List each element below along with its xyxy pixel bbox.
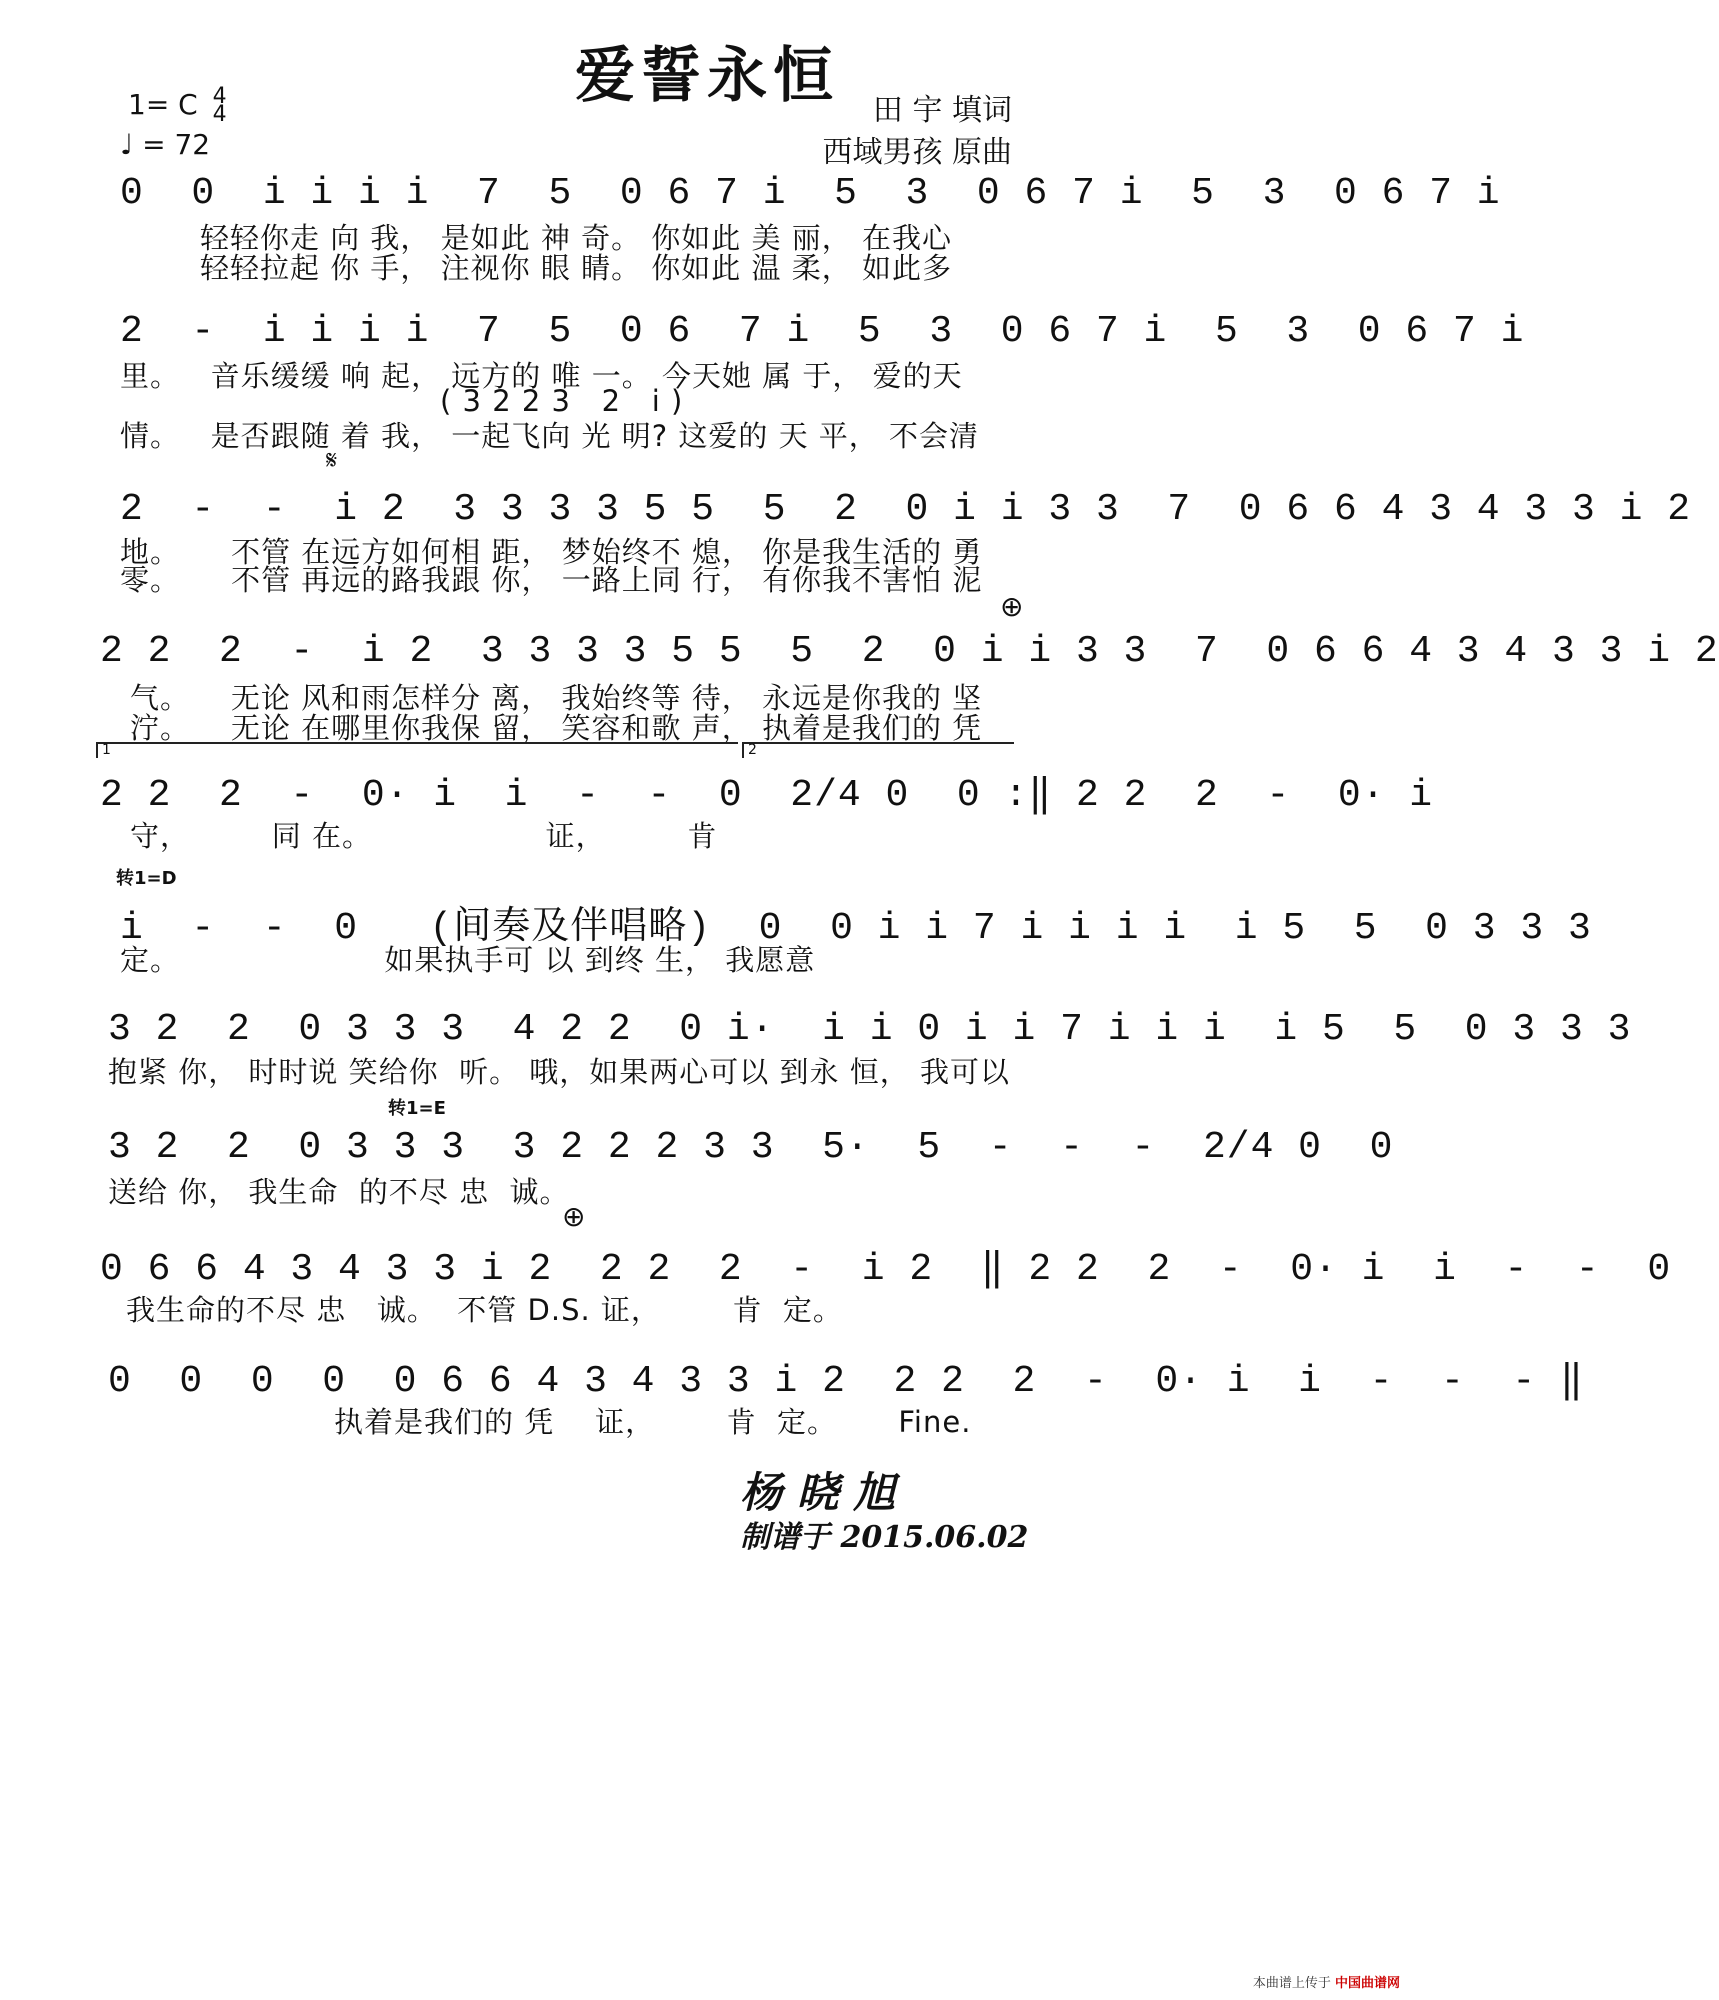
coda-sign: ⊕: [1000, 590, 1024, 623]
footer-text: 本曲谱上传于: [1252, 1976, 1331, 1991]
modulation-d: 转1=D: [116, 868, 177, 889]
time-signature: 4 4: [212, 84, 227, 127]
key-signature: [128, 84, 227, 127]
system-8-lyric: 送给 你， 我生命 的不尽 忠 诚。: [108, 1175, 570, 1209]
system-7-lyric: 抱紧 你， 时时说 笑给你 听。 哦，如果两心可以 到永 恒， 我可以: [108, 1055, 1010, 1089]
arranger-name: 杨 晓 旭: [740, 1468, 896, 1517]
coda-sign-2: ⊕: [562, 1200, 586, 1233]
system-9-notes: 0 6 6 4 3 4 3 3 i 2 2 2 2 - i 2 ‖ 2 2 2 - 0· i i - - 0: [100, 1248, 1672, 1291]
system-4-lyric-1: 气。 无论 风和雨怎样分 离， 我始终等 待， 永远是你我的 坚: [130, 681, 983, 715]
footer-watermark: [1253, 1972, 1400, 1991]
lyricist-credit: 田 宇 填词: [872, 93, 1012, 128]
system-1-lyric-2: 轻轻拉起 你 手， 注视你 眼 睛。 你如此 温 柔， 如此多: [200, 251, 952, 285]
volta-2-label: 2: [748, 742, 757, 758]
system-1-notes: 0 0 i i i i 7 5 0 6 7 i 5 3 0 6 7 i 5 3 0 6 7 i: [120, 172, 1501, 215]
system-3-notes: 2 - - i 2 3 3 3 3 5 5 5 2 0 i i 3 3 7 0 6 6 4 3 4 3 3 i 2: [120, 488, 1692, 531]
system-3-lyric-2: 零。 不管 再远的路我跟 你， 一路上同 行， 有你我不害怕 泥: [120, 563, 983, 597]
system-7-notes: 3 2 2 0 3 3 3 4 2 2 0 i· i i 0 i i 7 i i i i 5 5 0 3 3 3: [108, 1008, 1632, 1051]
system-10-notes: 0 0 0 0 0 6 6 4 3 4 3 3 i 2 2 2 2 - 0· i i - - - ‖: [108, 1360, 1584, 1403]
system-1-lyric-1: 轻轻你走 向 我， 是如此 神 奇。 你如此 美 丽， 在我心: [200, 221, 952, 255]
modulation-e: 转1=E: [388, 1098, 446, 1119]
system-10-lyric: 执着是我们的 凭 证， 肯 定。 Fine.: [334, 1405, 972, 1439]
system-6-lyric: 定。 如果执手可 以 到终 生， 我愿意: [120, 943, 816, 977]
system-2-lyric-2: 情。 是否跟随 着 我， 一起飞向 光 明? 这爱的 天 平， 不会清: [120, 419, 980, 453]
system-2-lyric-1: 里。 音乐缓缓 响 起， 远方的 唯 一。 今天她 属 于， 爱的天: [120, 359, 963, 393]
key-label: 1= C: [128, 88, 198, 121]
footer-brand: 中国曲谱网: [1334, 1976, 1400, 1991]
volta-2-bracket: [742, 742, 1014, 758]
system-5-lyric: 守， 同 在。 证， 肯: [130, 819, 718, 853]
system-2-bracket-notes: ( 3 2 2 3 2 i ): [440, 384, 684, 418]
song-title: 爱誓永恒: [575, 41, 839, 111]
system-2-notes: 2 - i i i i 7 5 0 6 7 i 5 3 0 6 7 i 5 3 0 6 7 i: [120, 310, 1525, 353]
system-6-notes: i - - 0 (间奏及伴唱略) 0 0 i i 7 i i i i i 5 5 0 3 3 3: [120, 907, 1592, 950]
credits-block: [822, 90, 1012, 174]
system-4-notes: 2 2 2 - i 2 3 3 3 3 5 5 5 2 0 i i 3 3 7 0 6 6 4 3 4 3 3 i 2: [100, 630, 1719, 673]
system-3-lyric-1: 地。 不管 在远方如何相 距， 梦始终不 熄， 你是我生活的 勇: [120, 535, 983, 569]
arrangement-date: 制谱于 2015.06.02: [740, 1520, 1029, 1555]
tempo-marking: ♩ = 72: [120, 128, 211, 161]
system-4-lyric-2: 泞。 无论 在哪里你我保 留， 笑容和歌 声， 执着是我们的 凭: [130, 711, 983, 745]
system-8-notes: 3 2 2 0 3 3 3 3 2 2 2 3 3 5· 5 - - - 2/4 0 0: [108, 1126, 1394, 1169]
volta-1-label: 1: [102, 742, 111, 758]
volta-1-bracket: [96, 742, 738, 758]
system-5-notes: 2 2 2 - 0· i i - - 0 2/4 0 0 :‖ 2 2 2 - 0· i: [100, 774, 1434, 817]
segno-sign: 𝄋: [326, 446, 338, 476]
composer-credit: 西域男孩 原曲: [822, 135, 1012, 170]
system-9-lyric: 我生命的不尽 忠 诚。 不管 D.S. 证， 肯 定。: [126, 1293, 843, 1327]
